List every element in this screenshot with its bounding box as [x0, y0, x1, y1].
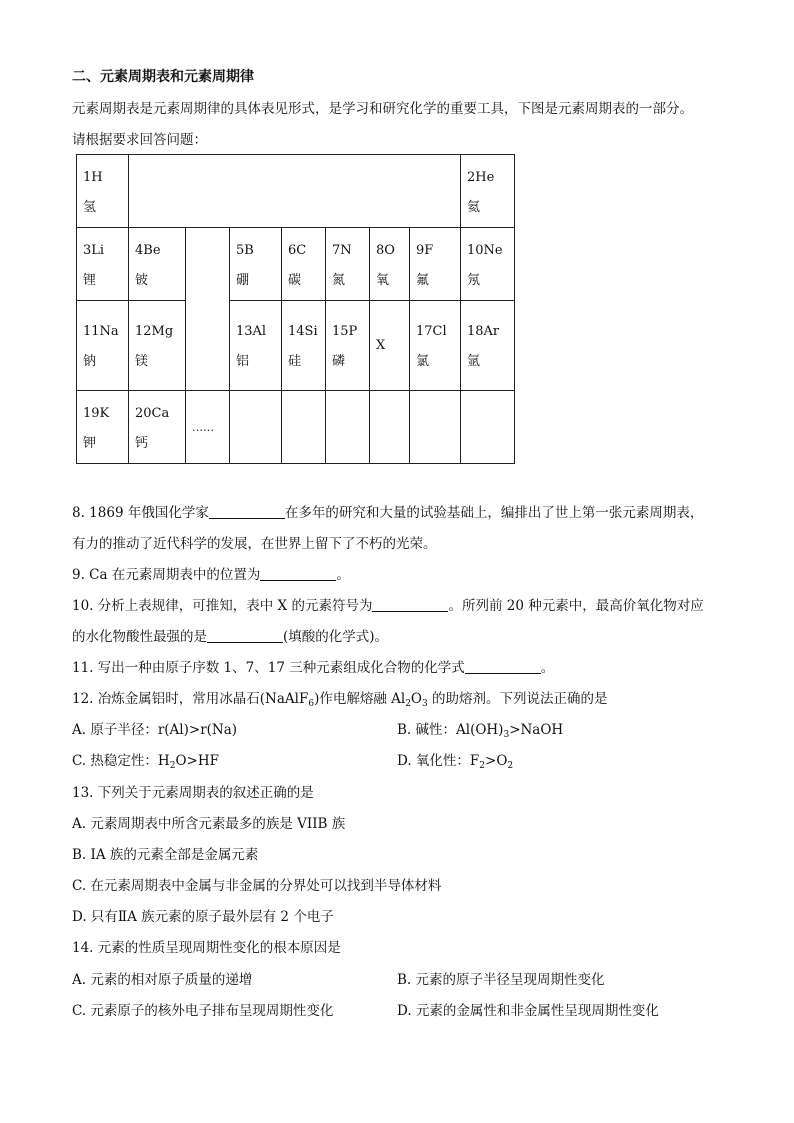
element-cell-he: 2He 氦 [461, 155, 515, 228]
question-12-option-b[interactable]: B. 碱性：$Al(OH)_3>NaOH$ [397, 722, 564, 740]
element-cell-k: 19K 钾 [77, 391, 129, 464]
element-cell-f: 9F 氟 [410, 228, 461, 301]
element-cell-be: 4Be 铍 [129, 228, 186, 301]
question-13-option-a[interactable]: A. 元素周期表中所含元素最多的族是 VIIB 族 [72, 816, 346, 832]
question-10-cont: 的水化物酸性最强的是 (填酸的化学式)。 [72, 629, 389, 645]
element-cell-mg: 12Mg 镁 [129, 301, 186, 391]
question-11: 11. 写出一种由原子序数 1、7、17 三种元素组成化合物的化学式 。 [72, 660, 555, 676]
table-empty-cell [370, 391, 410, 464]
element-cell-ar: 18Ar 氩 [461, 301, 515, 391]
answer-blank[interactable] [260, 566, 336, 581]
table-empty-cell [461, 391, 515, 464]
question-12-option-c[interactable]: C. 热稳定性：$H_2O>HF$ [72, 753, 219, 771]
element-cell-c: 6C 碳 [282, 228, 326, 301]
answer-blank[interactable] [209, 504, 285, 519]
transition-gap [186, 228, 230, 391]
table-empty-cell [230, 391, 282, 464]
element-cell-x: X [370, 301, 410, 391]
question-10: 10. 分析上表规律，可推知，表中 X 的元素符号为 。所列前 20 种元素中，最高价氧化物对应 [72, 598, 704, 614]
question-12-stem: 12. 冶炼金属铝时，常用冰晶石(NaAlF$_6$)作电解熔融 $Al_2O_3$ 的助熔剂。下列说法正确的是 [72, 691, 608, 709]
question-9: 9. Ca 在元素周期表中的位置为 。 [72, 567, 350, 583]
element-cell-b: 5B 硼 [230, 228, 282, 301]
intro-text-line-1: 元素周期表是元素周期律的具体表见形式，是学习和研究化学的重要工具，下图是元素周期表的一部分。 [72, 101, 693, 117]
element-cell-cl: 17Cl 氯 [410, 301, 461, 391]
question-12-option-a[interactable]: A. 原子半径：r(Al)>r(Na) [72, 722, 238, 738]
element-cell-ne: 10Ne 氖 [461, 228, 515, 301]
question-8: 8. 1869 年俄国化学家 在多年的研究和大量的试验基础上，编排出了世上第一张元素周期表， [72, 505, 704, 521]
element-cell-n: 7N 氮 [326, 228, 370, 301]
element-cell-o: 8O 氧 [370, 228, 410, 301]
table-empty-cell [326, 391, 370, 464]
question-13-option-c[interactable]: C. 在元素周期表中金属与非金属的分界处可以找到半导体材料 [72, 878, 442, 894]
answer-blank[interactable] [207, 628, 283, 643]
element-cell-p: 15P 磷 [326, 301, 370, 391]
question-13-option-b[interactable]: B. IA 族的元素全部是金属元素 [72, 847, 259, 863]
element-cell-ca: 20Ca 钙 [129, 391, 186, 464]
answer-blank[interactable] [465, 659, 541, 674]
answer-blank[interactable] [372, 597, 448, 612]
element-cell-li: 3Li 锂 [77, 228, 129, 301]
question-8-cont: 有力的推动了近代科学的发展，在世界上留下了不朽的光荣。 [72, 536, 437, 552]
ellipsis-cell: …… [186, 391, 230, 464]
question-14-option-d[interactable]: D. 元素的金属性和非金属性呈现周期性变化 [397, 1003, 659, 1019]
question-14-option-c[interactable]: C. 元素原子的核外电子排布呈现周期性变化 [72, 1003, 334, 1019]
element-cell-al: 13Al 铝 [230, 301, 282, 391]
table-empty-cell [410, 391, 461, 464]
element-cell-na: 11Na 钠 [77, 301, 129, 391]
question-13-option-d[interactable]: D. 只有ⅡA 族元素的原子最外层有 2 个电子 [72, 909, 334, 925]
question-14-option-a[interactable]: A. 元素的相对原子质量的递增 [72, 972, 253, 988]
table-empty-cell [282, 391, 326, 464]
element-cell-si: 14Si 硅 [282, 301, 326, 391]
question-14-stem: 14. 元素的性质呈现周期性变化的根本原因是 [72, 940, 341, 956]
section-title: 二、元素周期表和元素周期律 [72, 69, 254, 85]
periodic-table [76, 154, 515, 464]
element-cell-h: 1H 氢 [77, 155, 129, 228]
question-12-option-d[interactable]: D. 氧化性：$F_2>O_2$ [397, 753, 514, 771]
table-gap [129, 155, 461, 228]
question-13-stem: 13. 下列关于元素周期表的叙述正确的是 [72, 785, 314, 801]
question-14-option-b[interactable]: B. 元素的原子半径呈现周期性变化 [397, 972, 605, 988]
intro-text-line-2: 请根据要求回答问题： [72, 132, 207, 148]
